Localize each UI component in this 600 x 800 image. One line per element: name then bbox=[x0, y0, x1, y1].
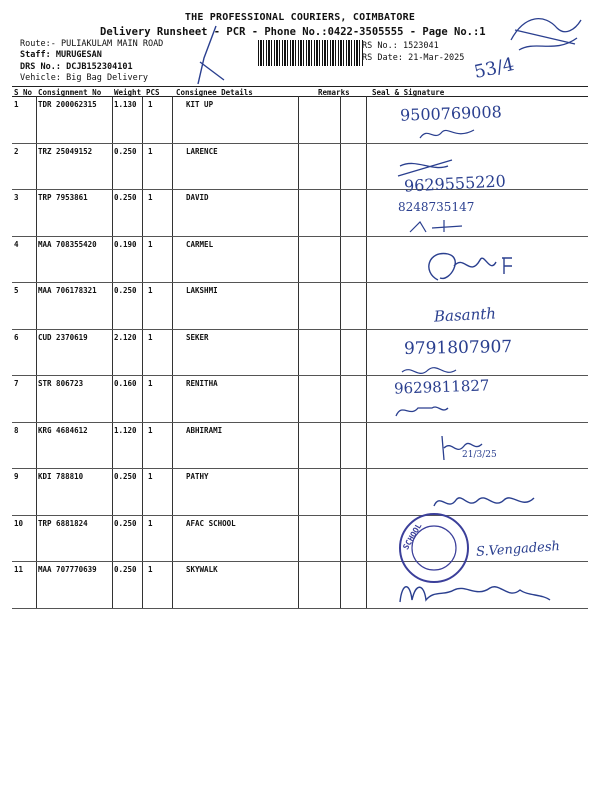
barcode bbox=[258, 40, 364, 66]
row-sno: 9 bbox=[14, 472, 19, 481]
row-divider bbox=[12, 422, 588, 423]
col-pcs: PCS bbox=[146, 88, 160, 97]
row-divider bbox=[12, 375, 588, 376]
row-consignee: SKYWALK bbox=[186, 565, 218, 574]
row-pcs: 1 bbox=[148, 100, 153, 109]
col-sno: S No bbox=[14, 88, 33, 97]
signature-row-2: 9629555220 bbox=[403, 171, 507, 196]
row-consignee: AFAC SCHOOL bbox=[186, 518, 236, 528]
row-pcs: 1 bbox=[148, 146, 153, 156]
row-weight: 1.120 bbox=[114, 425, 137, 435]
rs-no-label: RS No.: bbox=[362, 41, 398, 51]
row-sno: 6 bbox=[14, 332, 19, 342]
signature-row-6: 9791807907 bbox=[403, 337, 513, 359]
signature-scribble-7 bbox=[392, 398, 452, 422]
signature-scribble-3 bbox=[408, 218, 468, 238]
route-line bbox=[20, 39, 163, 49]
row-divider bbox=[12, 236, 588, 237]
row-consignee: DAVID bbox=[186, 193, 209, 202]
row-consignment: TRP 7953861 bbox=[38, 193, 88, 202]
row-weight: 1.130 bbox=[114, 100, 137, 109]
row-pcs: 1 bbox=[148, 472, 153, 481]
signature-scribble-2 bbox=[396, 156, 456, 182]
row-sno: 2 bbox=[14, 146, 19, 156]
row-sno: 10 bbox=[14, 518, 24, 528]
row-pcs: 1 bbox=[148, 332, 153, 342]
row-divider bbox=[12, 143, 588, 144]
row-consignment: CUD 2370619 bbox=[38, 332, 88, 342]
row-weight: 0.250 bbox=[114, 286, 137, 295]
row-pcs: 1 bbox=[148, 286, 153, 295]
row-weight: 0.250 bbox=[114, 565, 137, 574]
row-consignee: LARENCE bbox=[186, 146, 218, 156]
signature-scribble-1 bbox=[418, 124, 478, 144]
rs-date-label: RS Date: bbox=[362, 53, 403, 63]
row-weight: 2.120 bbox=[114, 332, 137, 342]
row-consignee: RENITHA bbox=[186, 379, 218, 388]
row-consignment: MAA 708355420 bbox=[38, 239, 97, 249]
row-consignment: TDR 200062315 bbox=[38, 100, 97, 109]
row-consignment: KDI 788810 bbox=[38, 472, 84, 481]
row-sno: 3 bbox=[14, 193, 19, 202]
row-consignee: ABHIRAMI bbox=[186, 425, 223, 435]
company-name: THE PROFESSIONAL COURIERS, COIMBATORE bbox=[184, 12, 416, 23]
row-sno: 8 bbox=[14, 425, 19, 435]
col-consignment: Consignment No bbox=[38, 88, 102, 97]
runsheet-title: Delivery Runsheet - PCR - Phone No.:0422-3505555 - Page No.:1 bbox=[100, 26, 486, 38]
row-consignment: MAA 707770639 bbox=[38, 565, 97, 574]
row-weight: 0.250 bbox=[114, 472, 137, 481]
route-label: Route:- bbox=[20, 39, 56, 49]
drs-line bbox=[20, 62, 133, 72]
signature-scribble-4 bbox=[420, 244, 520, 288]
row-weight: 0.250 bbox=[114, 146, 137, 156]
row-pcs: 1 bbox=[148, 193, 153, 202]
vehicle-label: Vehicle: bbox=[20, 73, 61, 83]
row-sno: 4 bbox=[14, 239, 19, 249]
row-consignee: LAKSHMI bbox=[186, 286, 218, 295]
vehicle-line bbox=[20, 73, 148, 83]
signature-row-1: 9500769008 bbox=[399, 102, 503, 125]
staff-label: Staff: bbox=[20, 50, 51, 60]
row-divider bbox=[12, 561, 588, 562]
row-pcs: 1 bbox=[148, 239, 153, 249]
col-signature: Seal & Signature bbox=[372, 88, 445, 97]
handwritten-note: 53/4 bbox=[472, 54, 517, 83]
row-divider bbox=[12, 329, 588, 330]
drs-value: DCJB152304101 bbox=[66, 62, 133, 72]
signature-row-3: 8248735147 bbox=[398, 200, 475, 214]
signature-row-5: Basanth bbox=[433, 304, 497, 326]
row-pcs: 1 bbox=[148, 425, 153, 435]
row-consignment: KRG 4684612 bbox=[38, 425, 88, 435]
col-remarks: Remarks bbox=[318, 88, 350, 97]
rs-no-line bbox=[362, 41, 439, 51]
row-weight: 0.250 bbox=[114, 518, 137, 528]
staff-line bbox=[20, 50, 102, 60]
route-value: PULIAKULAM MAIN ROAD bbox=[60, 39, 164, 49]
signature-row-10: S.Vengadesh bbox=[475, 539, 561, 560]
row-consignee: SEKER bbox=[186, 332, 209, 342]
signature-row-8: 21/3/25 bbox=[462, 450, 497, 460]
rs-no-value: 1523041 bbox=[402, 41, 439, 51]
row-weight: 0.190 bbox=[114, 239, 137, 249]
staff-value: MURUGESAN bbox=[55, 50, 102, 60]
drs-label: DRS No.: bbox=[20, 62, 61, 72]
row-consignment: MAA 706178321 bbox=[38, 286, 97, 295]
signature-row-7: 9629811827 bbox=[393, 376, 490, 398]
signature-scribble-11 bbox=[396, 576, 556, 610]
row-consignment: TRZ 25049152 bbox=[38, 146, 93, 156]
row-pcs: 1 bbox=[148, 518, 153, 528]
vehicle-value: Big Bag Delivery bbox=[66, 73, 148, 83]
row-weight: 0.250 bbox=[114, 193, 137, 202]
stamp-text: SCHOOL bbox=[401, 521, 424, 552]
row-sno: 7 bbox=[14, 379, 19, 388]
row-consignment: TRP 6881824 bbox=[38, 518, 88, 528]
row-consignee: KIT UP bbox=[186, 100, 214, 109]
header-scribble bbox=[176, 22, 236, 92]
row-pcs: 1 bbox=[148, 379, 153, 388]
col-consignee: Consignee Details bbox=[176, 88, 253, 97]
row-consignee: CARMEL bbox=[186, 239, 214, 249]
row-consignment: STR 806723 bbox=[38, 379, 84, 388]
row-sno: 1 bbox=[14, 100, 19, 109]
row-sno: 5 bbox=[14, 286, 19, 295]
row-weight: 0.160 bbox=[114, 379, 137, 388]
col-weight: Weight bbox=[114, 88, 142, 97]
rs-date-line bbox=[362, 53, 464, 63]
row-pcs: 1 bbox=[148, 565, 153, 574]
row-sno: 11 bbox=[14, 565, 24, 574]
row-consignee: PATHY bbox=[186, 472, 209, 481]
header-scribble-signature bbox=[505, 10, 585, 60]
rs-date-value: 21-Mar-2025 bbox=[408, 53, 465, 63]
